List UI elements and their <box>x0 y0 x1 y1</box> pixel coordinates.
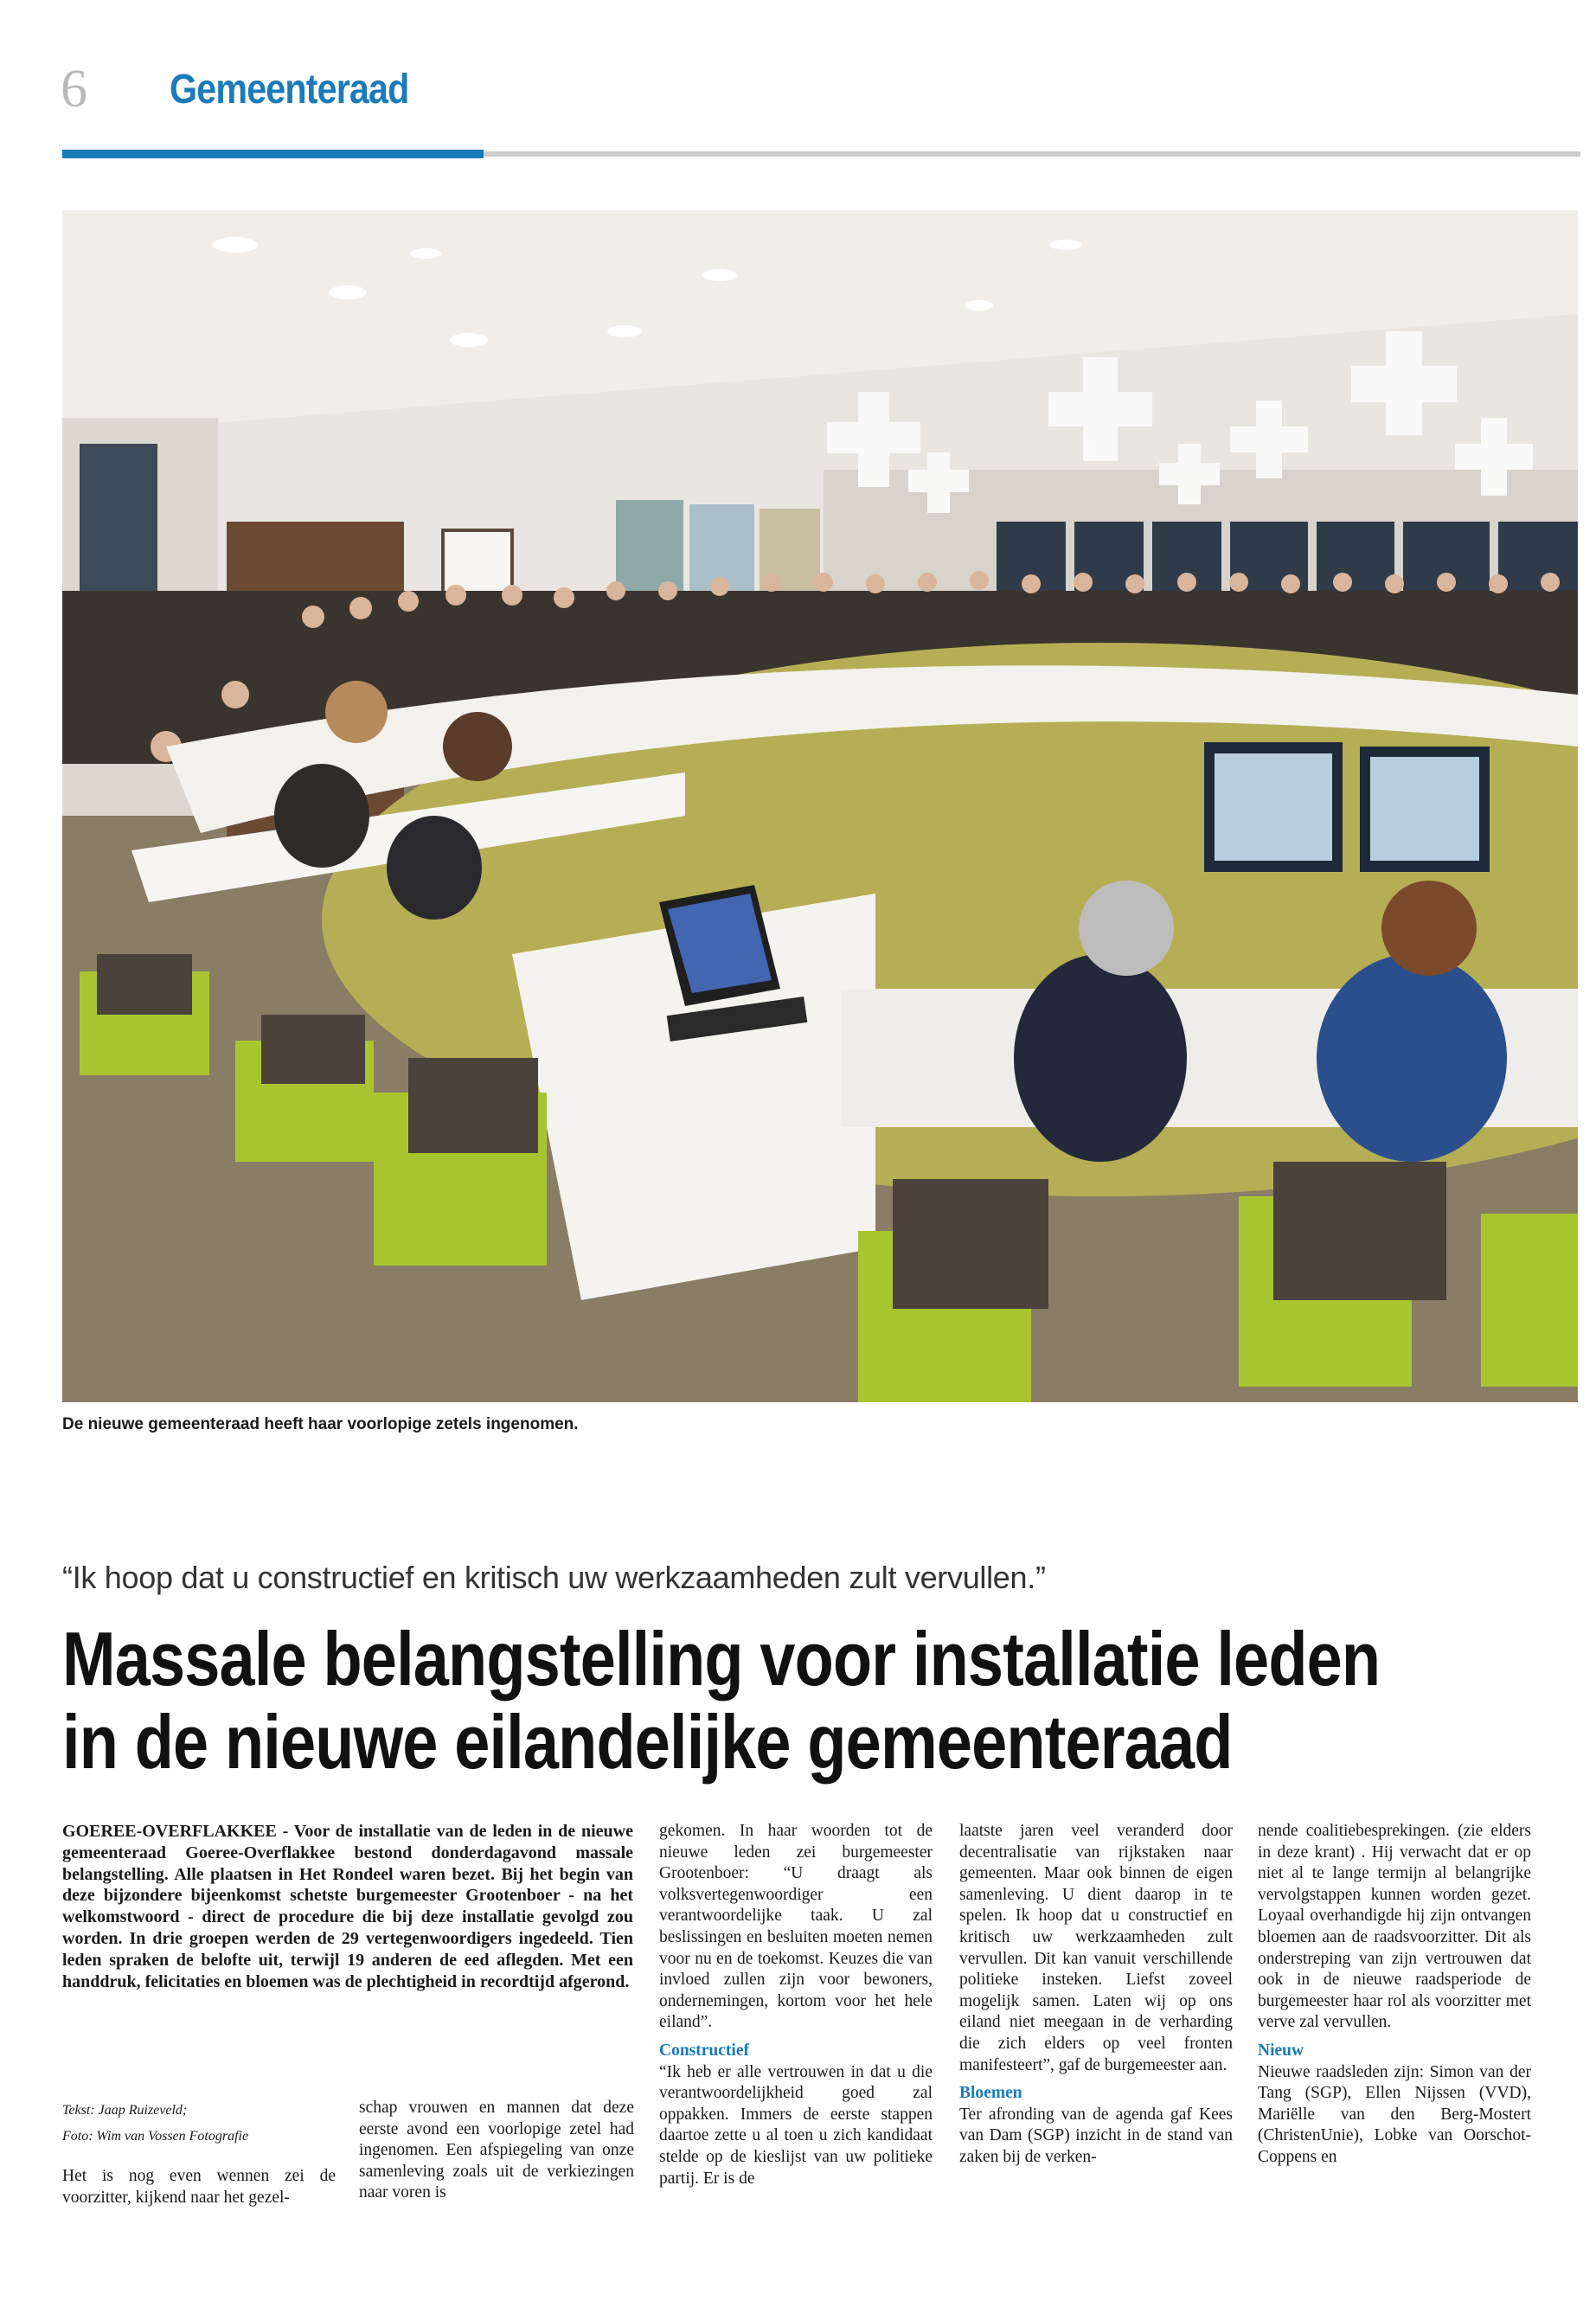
credit-photo: Foto: Wim van Vossen Fotografie <box>62 2129 249 2144</box>
body-paragraph: “Ik heb er alle vertrouwen in dat u die verantwoordelijkheid goed zal oppakken. Immers de eerste stappen daartoe zette u al toen u zich kandidaat stelde op de kieslijst van uw politieke partij. Er is de <box>659 2062 933 2188</box>
credit-text: Tekst: Jaap Ruizeveld; <box>62 2103 188 2118</box>
subheading-nieuw: Nieuw <box>1258 2041 1304 2060</box>
body-paragraph: Nieuwe raadsleden zijn: Simon van der Tang (SGP), Ellen Nijssen (VVD), Mariëlle van den Berg-Mostert (ChristenUnie), Lobke van Oorschot-Coppens en <box>1258 2062 1531 2166</box>
article-headline <box>62 1618 1585 1784</box>
article-intro: GOEREE-OVERFLAKKEE - Voor de installatie van de leden in de nieuwe gemeenteraad Goeree-Overflakkee bestond donderdagavond massale belangstelling. Alle plaatsen in Het Rondeel waren bezet. Bij het begin van deze bijzondere bijeenkomst schetste burgemeester Grootenboer - na het welkomstwoord - direct de procedure die bij deze installatie gevolgd zou worden. In drie groepen werden de 29 vertegenwoordigers ingedeeld. Tien leden spraken de belofte uit, terwijl 19 anderen de eed aflegden. Met een handdruk, felicitaties en bloemen was de plechtigheid in recordtijd afgerond. <box>62 1822 633 1991</box>
headline-line-2: in de nieuwe eilandelijke gemeenteraad <box>62 1699 1233 1785</box>
photo-caption: De nieuwe gemeenteraad heeft haar voorlopige zetels ingenomen. <box>62 1415 579 1433</box>
body-column-1 <box>62 2166 336 2208</box>
body-paragraph: schap vrouwen en mannen dat deze eerste avond een voorlopige zetel had ingenomen. Een afspiegeling van onze samenleving zoals uit de verkiezingen naar voren is <box>359 2099 634 2202</box>
body-paragraph: nende coalitiebesprekingen. (zie elders in deze krant) . Hij verwacht dat er op niet al te lange termijn al belangrijke vervolgstappen kunnen worden gezet. Loyaal overhandigde hij zijn ontvangen bloemen aan de raadsvoorzitter. Dit als onderstreping van zijn vertrouwen dat ook in de nieuwe raadsperiode de burgemeester haar rol als voorzitter met verve zal vervullen. <box>1258 1822 1531 2032</box>
body-column-3 <box>659 1821 933 2189</box>
page-number: 6 <box>61 60 87 119</box>
body-paragraph: Het is nog even wennen zei de voorzitter, kijkend naar het gezel- <box>62 2167 336 2207</box>
body-column-5 <box>1258 1821 1531 2169</box>
section-title: Gemeenteraad <box>170 67 409 112</box>
body-column-2 <box>359 2098 634 2204</box>
subheading-bloemen: Bloemen <box>959 2084 1022 2103</box>
header-rule-accent <box>62 150 484 158</box>
council-meeting-photo <box>62 210 1578 1402</box>
article-credits <box>62 2098 322 2150</box>
body-paragraph: gekomen. In haar woorden tot de nieuwe leden zei burgemeester Grootenboer: “U draagt als volksvertegenwoordiger een verantwoordelijke taak. U zal beslissingen en besluiten moeten nemen voor nu en de toekomst. Keuzes die van invloed zullen zijn voor bewoners, ondernemingen, kortom voor het hele eiland”. <box>659 1822 933 2032</box>
article-kicker-quote: “Ik hoop dat u constructief en kritisch uw werkzaamheden zult vervullen.” <box>62 1560 1046 1595</box>
headline-line-1: Massale belangstelling voor installatie leden <box>62 1616 1381 1702</box>
body-paragraph: Ter afronding van de agenda gaf Kees van Dam (SGP) inzicht in de stand van zaken bij de verken- <box>959 2105 1233 2166</box>
body-paragraph: laatste jaren veel veranderd door decentralisatie van rijkstaken naar gemeenten. Maar ook binnen de eigen samenleving. U dient daarop in te spelen. Ik hoop dat u constructief en kritisch uw werkzaamheden zult vervullen. Dit kan vanuit verschillende politieke insteken. Liefst zoveel mogelijk samen. Laten wij op ons eiland niet meegaan in de verharding die zich elders op veel fronten manifesteert”, gaf de burgemeester aan. <box>959 1822 1233 2074</box>
subheading-constructief: Constructief <box>659 2041 749 2060</box>
header-rule <box>484 151 1580 157</box>
body-column-4 <box>959 1821 1233 2169</box>
